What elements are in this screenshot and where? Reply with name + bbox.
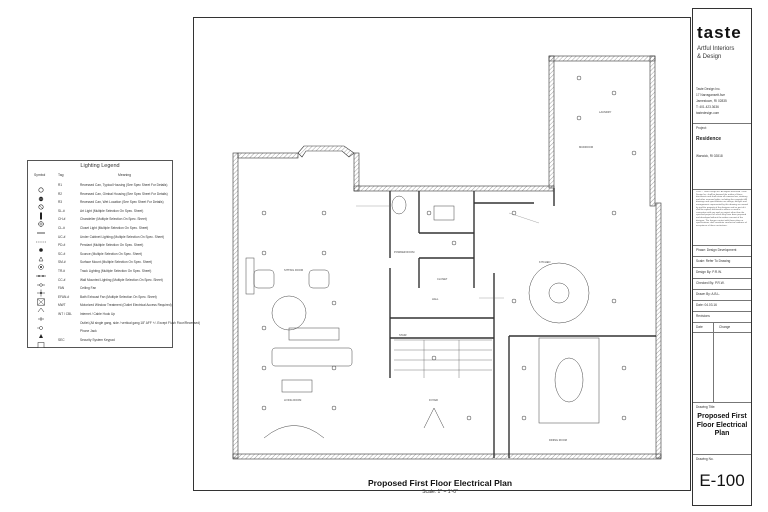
legend-row <box>28 336 172 346</box>
project-name: Residence <box>696 136 722 142</box>
drawing-title: Proposed First Floor Electrical Plan <box>696 413 748 437</box>
stair-treads <box>394 340 492 378</box>
legend-description: Track Lighting (Multiple Selection On Spec. Sheet) <box>80 269 152 273</box>
legend-description: Ceiling Fan <box>80 286 97 291</box>
legend-tag: FAN <box>58 286 65 291</box>
legend-tag: TR-# <box>58 269 66 273</box>
security-keypad-icon <box>34 336 48 344</box>
legend-tag: CH-# <box>58 217 66 222</box>
room-mudroom: MUDROOM <box>579 146 593 149</box>
plan-title: Proposed First Floor Electrical Plan <box>367 478 513 488</box>
legend-description: Closet Light (Multiple Selection On Spec. Sheet) <box>80 226 149 230</box>
window-treatment-icon <box>34 301 48 309</box>
brand-logo: taste <box>697 23 742 42</box>
scale-note: Scale: Refer To Drawing <box>696 259 731 263</box>
room-dining: DINING ROOM <box>549 439 567 442</box>
design-by: Design By: P.R.W. <box>696 270 722 274</box>
project-label: Project: <box>696 126 707 130</box>
address-line-5: tastedesign.com <box>696 111 720 115</box>
legend-tag: MWT <box>58 303 66 308</box>
phone-jack-icon <box>34 327 48 335</box>
legend-tag: R2 <box>58 191 63 196</box>
drawn-by: Drawn By: A.B.L. <box>696 292 721 296</box>
drawing-number: E-100 <box>699 471 745 490</box>
legend-title: Lighting Legend <box>80 163 120 169</box>
legend-col-tag: Tag <box>58 173 64 177</box>
revision-change-header: Change <box>719 325 731 329</box>
gimbal-can-icon <box>34 190 48 198</box>
legend-col-symbol: Symbol <box>34 173 46 177</box>
floor-plan <box>194 18 690 490</box>
revision-date-header: Date <box>696 325 703 329</box>
legend-col-meaning: Meaning <box>118 173 132 177</box>
legend-description: Phone Jack <box>80 329 97 334</box>
legend-description: Chandelier (Multiple Selection On Spec. Sheet) <box>80 217 147 222</box>
legend-tag: SEC <box>58 337 65 342</box>
legend-tag: CC-# <box>58 277 66 282</box>
under-cabinet-icon <box>34 233 48 241</box>
legend-description: Outlet (All single gang, side / vertical gang 18" AFF +/- Except Flush Floor/Recessed) <box>80 320 201 325</box>
legend-tag: UC-# <box>58 234 66 239</box>
legend-description: Internet / Cable Hook Up <box>80 312 116 316</box>
exhaust-fan-icon <box>34 293 48 301</box>
legend-description: Recessed Can, Typical Housing (See Spec Sheet For Details) <box>80 183 168 187</box>
brand-sub1: Artful Interiors <box>697 46 735 52</box>
art-light-icon <box>34 207 48 215</box>
legend-description: Recessed Can, Wet Location (See Spec Sheet For Details) <box>80 200 164 205</box>
surface-mount-icon <box>34 258 48 266</box>
address-line-1: Taste Design Inc. <box>696 87 721 91</box>
legend-description: Security System Keypad <box>80 337 115 342</box>
room-sitting: SITTING ROOM <box>284 269 304 272</box>
drawing-no-label: Drawing No. <box>696 457 714 461</box>
closet-light-icon <box>34 224 48 232</box>
recessed-can-icon <box>34 181 48 189</box>
address-line-4: T: 401.423.3636 <box>696 105 719 109</box>
room-foyer: FOYER <box>429 399 438 402</box>
address-line-3: Jamestown, RI 02835 <box>696 99 727 103</box>
sconce-icon <box>34 250 48 258</box>
room-powder: POWDER ROOM <box>394 251 415 254</box>
wet-can-icon <box>34 198 48 206</box>
legend-tag: CL-# <box>58 226 65 230</box>
wall-mounted-icon <box>34 276 48 284</box>
outlet-icon <box>34 319 48 327</box>
project-location: Warwick, RI 02818 <box>696 154 723 158</box>
legend-description: Pendant (Multiple Selection On Spec. Sheet) <box>80 243 144 248</box>
title-block <box>692 8 752 506</box>
legend-description: Recessed Can, Gimbal Housing (See Spec Sheet For Details) <box>80 191 168 196</box>
legend-description: Bath Exhaust Fan (Multiple Selection On Spec. Sheet) <box>80 294 157 299</box>
copyright-notice: 2016 © Taste Design Inc. All Rights Reserved. Taste Design Inc. shall be deemed the author of these documents and shall retain all common law, statutory, and other reserved rights, including the copyright. All drawings and specifications are design, designs and arrangements represented by this drawing are owned by and the property of the designer and no part of it shall be copied, disclosed to others or used in connection with any work or project other than the specified project for which they have been prepared and developed without the written consent of the designer. The lineups contact with these plans or specifications shall constitute conclusive evidence of acceptance of these restrictions. <box>696 191 748 227</box>
legend-tag: PD-# <box>58 243 66 248</box>
date: Date: 04.03.16 <box>696 303 717 307</box>
pendant-icon <box>34 241 48 249</box>
legend-tag: SL-# <box>58 208 65 213</box>
legend-tag: R3 <box>58 200 63 205</box>
room-stair: STAIR <box>399 334 407 337</box>
legend-description: Under Cabinet Lighting (Multiple Selection On Spec. Sheet) <box>80 234 164 239</box>
legend-description: Art Light (Multiple Selection On Spec. Sheet) <box>80 208 144 213</box>
plan-scale: Scale: 1" = 1'-0" <box>422 489 458 495</box>
drawing-title-label: Drawing Title: <box>696 405 716 409</box>
legend-tag: SM-# <box>58 260 66 265</box>
checked-by: Checked By: P.R.W. <box>696 281 725 285</box>
legend-description: Sconce (Multiple Selection On Spec. Sheet) <box>80 251 143 256</box>
chandelier-icon <box>34 215 48 223</box>
address-line-2: 17 Narragansett Ave <box>696 93 726 97</box>
room-hall: HALL <box>432 298 439 301</box>
drawing-frame <box>193 17 691 491</box>
legend-description: Wall Mounted Lighting (Multiple Selection On Spec. Sheet) <box>80 277 163 282</box>
legend-description: Surface Mount (Multiple Selection On Spec. Sheet) <box>80 260 153 265</box>
ceiling-fan-icon <box>34 284 48 292</box>
room-closet: CLOSET <box>437 278 448 281</box>
legend-tag: R1 <box>58 183 63 187</box>
phase: Phase: Design Development <box>696 248 737 252</box>
legend-tag: EFAN-# <box>58 294 70 299</box>
legend-description: Motorized Window Treatment (Outlet Electrical Access Required) <box>80 303 172 308</box>
lighting-legend <box>27 160 201 348</box>
legend-tag: INT / CBL <box>58 312 72 316</box>
cable-hookup-icon <box>34 310 48 318</box>
light-fixtures <box>262 76 636 420</box>
revisions-label: Revisions <box>696 314 710 318</box>
room-living: LIVING ROOM <box>284 399 302 402</box>
track-light-icon <box>34 267 48 275</box>
legend-tag: SC-# <box>58 251 66 256</box>
room-laundry: LAUNDRY <box>599 111 612 114</box>
brand-sub2: & Design <box>697 54 722 60</box>
room-kitchen: KITCHEN <box>539 261 551 264</box>
